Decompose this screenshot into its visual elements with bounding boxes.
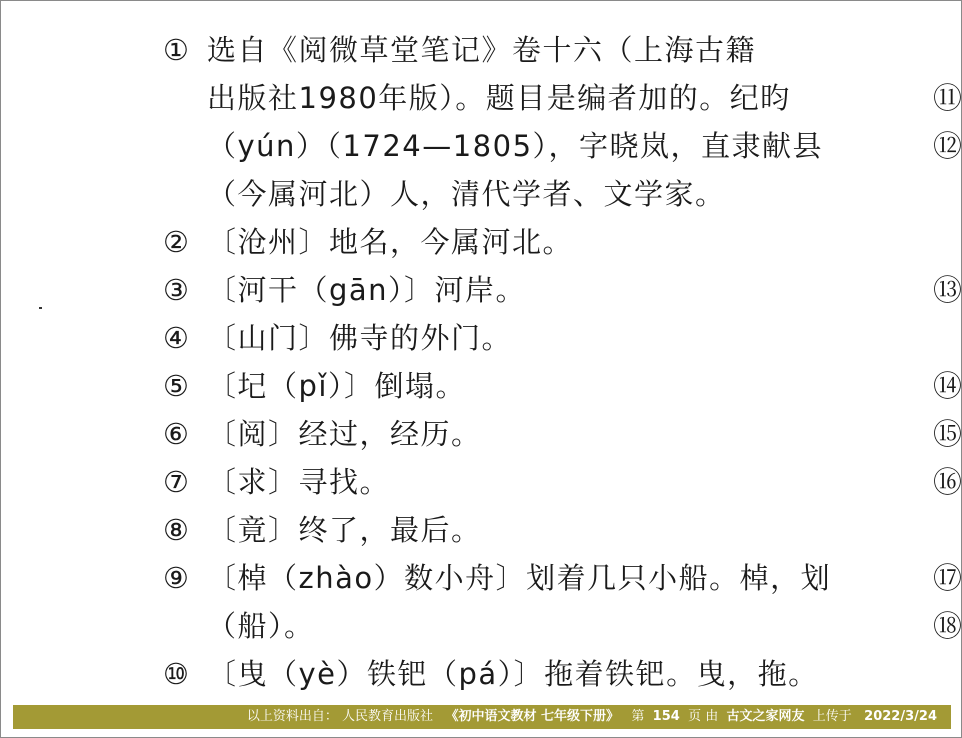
note-text: 〔沧州〕地名，今属河北。 [207,225,574,259]
note-line [163,513,482,547]
next-column-fragments [927,1,962,701]
note-line [207,129,823,163]
note-text: 选自《阅微草堂笔记》卷十六（上海古籍 [207,33,757,67]
note-text: 出版社1980年版）。题目是编者加的。纪昀 [207,81,791,115]
footer-uploader: 古文之家网友 [726,709,805,724]
note-line [207,177,726,211]
note-marker: ④ [163,321,191,355]
fragment-marker: ⑱ [933,609,962,643]
note-text: 〔河干（gān）〕河岸。 [207,273,527,307]
note-marker: ⑦ [163,465,191,499]
note-line [163,657,819,691]
fragment-marker: ⑬ [933,273,962,307]
note-text: （今属河北）人，清代学者、文学家。 [207,177,726,211]
fragment-marker: ⑪ [933,81,962,115]
note-line [207,609,315,643]
note-text: （yún）（1724—1805），字晓岚，直隶献县 [207,129,824,163]
footer-publisher: 人民教育出版社 [342,709,434,724]
fragment-marker: ⑫ [933,129,962,163]
footer-page-label-post: 页 由 [688,709,719,724]
note-text: （船）。 [207,609,315,643]
scan-speck [39,307,42,309]
note-line [163,561,831,595]
note-text: 〔山门〕佛寺的外门。 [207,321,513,355]
note-text: 〔求〕寻找。 [207,465,391,499]
note-marker: ⑩ [163,657,191,691]
note-line [163,225,573,259]
note-line [163,465,390,499]
note-line [163,369,466,403]
note-marker: ③ [163,273,191,307]
note-line [163,33,756,67]
footer-book: 《初中语文教材 七年级下册》 [445,709,619,724]
footer-page-label-pre: 第 [631,709,645,724]
note-text: 〔曳（yè）铁钯（pá）〕拖着铁钯。曳，拖。 [207,657,819,691]
annotation-notes [1,1,901,701]
note-marker: ⑤ [163,369,191,403]
note-marker: ② [163,225,191,259]
fragment-marker: ⑮ [933,417,962,451]
source-footer [13,705,951,729]
note-line [163,273,526,307]
note-marker: ① [163,33,191,67]
footer-prefix: 以上资料出自： [246,709,338,724]
note-line [207,81,791,115]
note-line [163,321,512,355]
fragment-marker: ⑭ [933,369,962,403]
note-marker: ⑧ [163,513,191,547]
footer-date: 2022/3/24 [864,709,937,724]
note-line [163,417,482,451]
note-marker: ⑥ [163,417,191,451]
note-text: 〔阅〕经过，经历。 [207,417,482,451]
fragment-marker: ⑯ [933,465,962,499]
note-marker: ⑨ [163,561,191,595]
note-text: 〔竟〕终了，最后。 [207,513,482,547]
note-text: 〔棹（zhào）数小舟〕划着几只小船。棹，划 [207,561,832,595]
footer-page-number: 154 [652,709,680,724]
footer-upload-label: 上传于 [812,709,852,724]
note-text: 〔圮（pǐ）〕倒塌。 [207,369,466,403]
fragment-marker: ⑰ [933,561,962,595]
